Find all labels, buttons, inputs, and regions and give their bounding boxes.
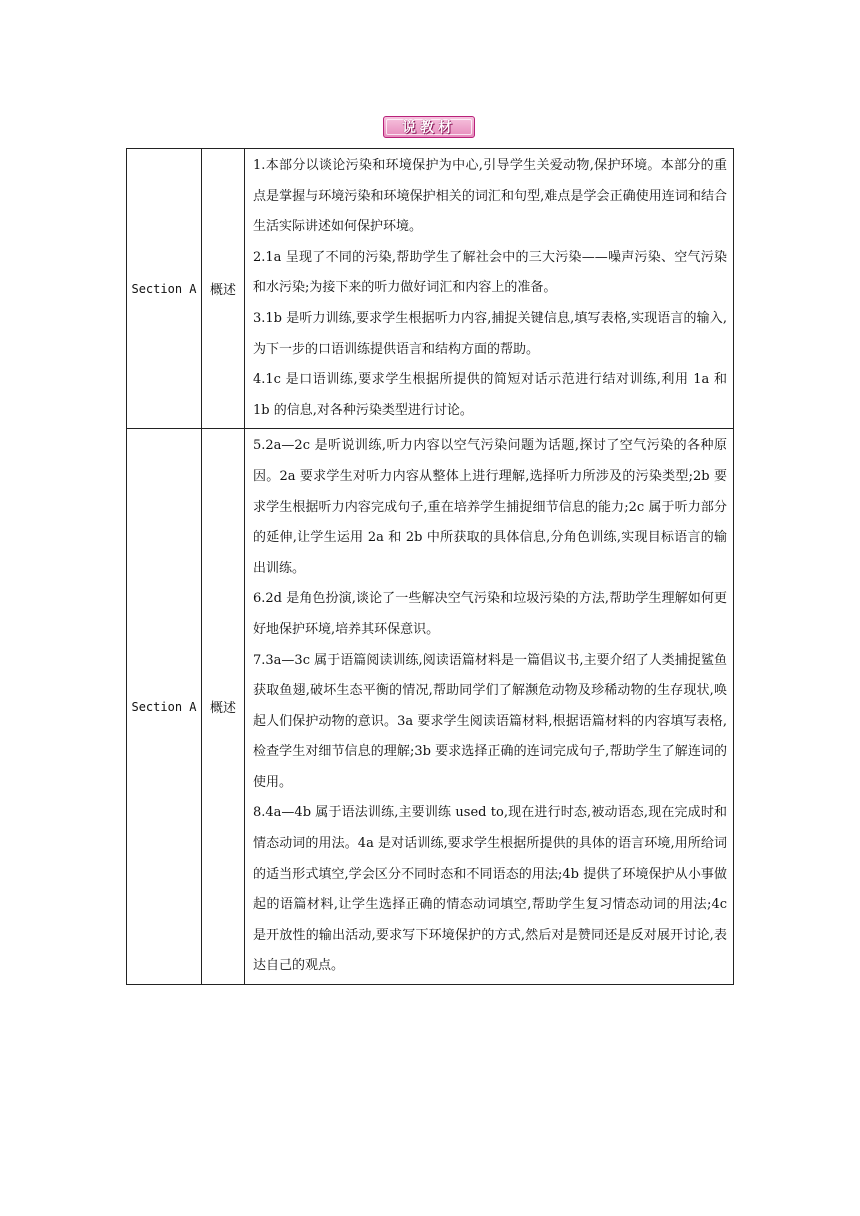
section-header-badge — [383, 116, 475, 138]
table-row — [127, 429, 734, 985]
type-cell: 概述 — [202, 429, 245, 985]
type-cell: 概述 — [202, 149, 245, 429]
section-cell: Section A — [127, 429, 202, 985]
paragraph: 7.3a—3c 属于语篇阅读训练,阅读语篇材料是一篇倡议书,主要介绍了人类捕捉鲨鱼获取鱼翅,破坏生态平衡的情况,帮助同学们了解濒危动物及珍稀动物的生存现状,唤起人们保护动物的意识。3a 要求学生阅读语篇材料,根据语篇材料的内容填写表格,检查学生对细节信息的理解;3b 要求选择正确的连词完成句子,帮助学生了解连词的使用。 — [253, 652, 727, 790]
lesson-overview-table — [126, 148, 734, 985]
paragraph: 2.1a 呈现了不同的污染,帮助学生了解社会中的三大污染——噪声污染、空气污染和水污染;为接下来的听力做好词汇和内容上的准备。 — [253, 249, 727, 296]
content-cell — [245, 149, 734, 429]
paragraph: 3.1b 是听力训练,要求学生根据听力内容,捕捉关键信息,填写表格,实现语言的输入,为下一步的口语训练提供语言和结构方面的帮助。 — [253, 310, 727, 357]
section-cell: Section A — [127, 149, 202, 429]
table-row — [127, 149, 734, 429]
section-header-text: 说教材 — [402, 120, 456, 136]
content-cell — [245, 429, 734, 985]
paragraph: 1.本部分以谈论污染和环境保护为中心,引导学生关爱动物,保护环境。本部分的重点是掌握与环境污染和环境保护相关的词汇和句型,难点是学会正确使用连词和结合生活实际讲述如何保护环境。 — [253, 158, 727, 235]
paragraph: 5.2a—2c 是听说训练,听力内容以空气污染问题为话题,探讨了空气污染的各种原因。2a 要求学生对听力内容从整体上进行理解,选择听力所涉及的污染类型;2b 要求学生根据听力内容完成句子,重在培养学生捕捉细节信息的能力;2c 属于听力部分的延伸,让学生运用 2a 和 2b 中所获取的具体信息,分角色训练,实现目标语言的输出训练。 — [253, 438, 727, 576]
paragraph: 8.4a—4b 属于语法训练,主要训练 used to,现在进行时态,被动语态,现在完成时和情态动词的用法。4a 是对话训练,要求学生根据所提供的具体的语言环境,用所给词的适当形式填空,学会区分不同时态和不同语态的用法;4b 提供了环境保护从小事做起的语篇材料,让学生选择正确的情态动词填空,帮助学生复习情态动词的用法;4c 是开放性的输出活动,要求写下环境保护的方式,然后对是赞同还是反对展开讨论,表达自己的观点。 — [253, 805, 727, 974]
paragraph: 6.2d 是角色扮演,谈论了一些解决空气污染和垃圾污染的方法,帮助学生理解如何更好地保护环境,培养其环保意识。 — [253, 591, 727, 637]
paragraph: 4.1c 是口语训练,要求学生根据所提供的简短对话示范进行结对训练,利用 1a 和 1b 的信息,对各种污染类型进行讨论。 — [253, 372, 727, 418]
